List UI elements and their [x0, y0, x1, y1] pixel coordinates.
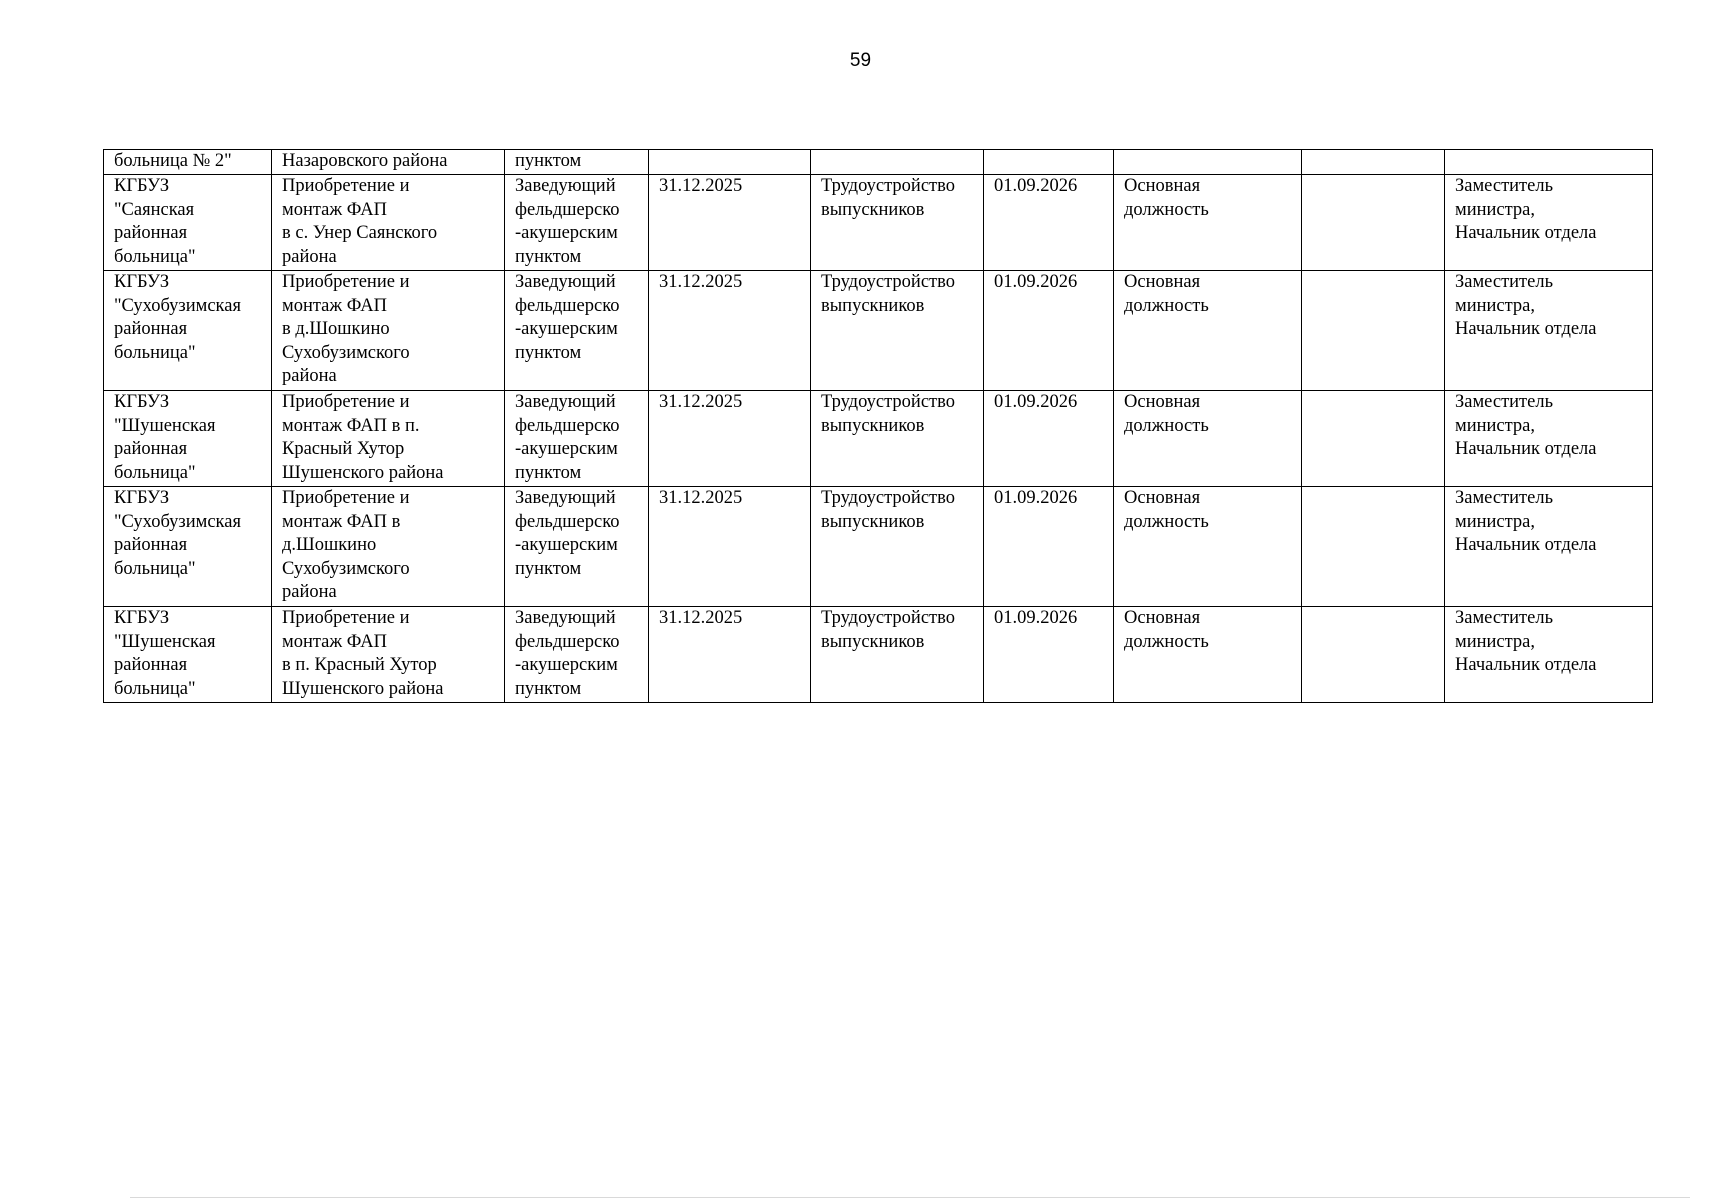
table-cell — [649, 271, 811, 391]
table-cell — [104, 607, 272, 703]
cell-text: Трудоустройство выпускников — [821, 608, 955, 652]
document-table — [103, 149, 1653, 703]
cell-text: КГБУЗ "Шушенская районная больница" — [114, 608, 216, 699]
table-cell — [272, 391, 505, 487]
cell-text: Основная должность — [1124, 272, 1209, 316]
table-cell — [1114, 607, 1302, 703]
table-row — [104, 175, 1653, 271]
cell-text: 01.09.2026 — [994, 272, 1078, 292]
table-cell — [272, 271, 505, 391]
cell-text: Основная должность — [1124, 608, 1209, 652]
table-cell — [649, 391, 811, 487]
table-cell — [1302, 607, 1445, 703]
table-cell — [1114, 271, 1302, 391]
cell-text: пунктом — [515, 151, 582, 171]
cell-text: Заведующий фельдшерско -акушерским пунктом — [515, 392, 620, 483]
cell-text: Приобретение и монтаж ФАП в п. Красный Хутор Шушенского района — [282, 608, 444, 699]
table-cell — [984, 487, 1114, 607]
table-cell — [811, 271, 984, 391]
table-row — [104, 487, 1653, 607]
cell-text: Основная должность — [1124, 176, 1209, 220]
table-cell — [272, 607, 505, 703]
table-cell — [984, 150, 1114, 175]
table-cell — [505, 175, 649, 271]
cell-text: Заведующий фельдшерско -акушерским пунктом — [515, 488, 620, 579]
table-cell — [1114, 175, 1302, 271]
table-row — [104, 271, 1653, 391]
cell-text: КГБУЗ "Сухобузимская районная больница" — [114, 488, 241, 579]
cell-text: Основная должность — [1124, 488, 1209, 532]
table-row-continuation — [104, 150, 1653, 175]
cell-text: Трудоустройство выпускников — [821, 176, 955, 220]
table-cell — [1445, 607, 1653, 703]
cell-text: 01.09.2026 — [994, 608, 1078, 628]
table-cell — [649, 150, 811, 175]
table-cell — [1302, 487, 1445, 607]
table-cell — [1114, 391, 1302, 487]
page-bottom-divider — [130, 1197, 1690, 1198]
cell-text: КГБУЗ "Саянская районная больница" — [114, 176, 196, 267]
cell-text: Основная должность — [1124, 392, 1209, 436]
table-cell — [811, 175, 984, 271]
cell-text: 01.09.2026 — [994, 488, 1078, 508]
page-number: 59 — [849, 50, 872, 71]
table-cell — [272, 150, 505, 175]
table-cell — [1445, 487, 1653, 607]
table-cell — [272, 175, 505, 271]
table-cell — [984, 607, 1114, 703]
cell-text: Заместитель министра, Начальник отдела — [1455, 392, 1597, 459]
table-cell — [104, 487, 272, 607]
table-cell — [1445, 391, 1653, 487]
table-cell — [272, 487, 505, 607]
cell-text: Заместитель министра, Начальник отдела — [1455, 608, 1597, 675]
table-cell — [505, 150, 649, 175]
table-cell — [811, 150, 984, 175]
table-cell — [1445, 175, 1653, 271]
table-cell — [984, 175, 1114, 271]
cell-text: Заместитель министра, Начальник отдела — [1455, 176, 1597, 243]
cell-text: Приобретение и монтаж ФАП в д.Шошкино Сухобузимского района — [282, 488, 410, 602]
table-cell — [811, 487, 984, 607]
cell-text: 31.12.2025 — [659, 608, 743, 628]
table-body — [104, 150, 1653, 703]
cell-text: 31.12.2025 — [659, 488, 743, 508]
table-cell — [104, 150, 272, 175]
cell-text: КГБУЗ "Шушенская районная больница" — [114, 392, 216, 483]
table-cell — [1302, 175, 1445, 271]
table-cell — [104, 271, 272, 391]
cell-text: Трудоустройство выпускников — [821, 488, 955, 532]
cell-text: больница № 2" — [114, 151, 232, 171]
table-cell — [1445, 150, 1653, 175]
cell-text: Приобретение и монтаж ФАП в д.Шошкино Сухобузимского района — [282, 272, 410, 386]
cell-text: Назаровского района — [282, 151, 448, 171]
cell-text: КГБУЗ "Сухобузимская районная больница" — [114, 272, 241, 363]
table-cell — [984, 391, 1114, 487]
table-cell — [505, 391, 649, 487]
table-cell — [104, 391, 272, 487]
table-row — [104, 607, 1653, 703]
cell-text: Трудоустройство выпускников — [821, 392, 955, 436]
table-cell — [505, 271, 649, 391]
table-cell — [649, 487, 811, 607]
cell-text: 01.09.2026 — [994, 392, 1078, 412]
table-cell — [984, 271, 1114, 391]
cell-text: 31.12.2025 — [659, 176, 743, 196]
cell-text: Заместитель министра, Начальник отдела — [1455, 272, 1597, 339]
table-cell — [104, 175, 272, 271]
table-cell — [649, 607, 811, 703]
cell-text: 01.09.2026 — [994, 176, 1078, 196]
cell-text: 31.12.2025 — [659, 272, 743, 292]
table-cell — [505, 487, 649, 607]
cell-text: Трудоустройство выпускников — [821, 272, 955, 316]
cell-text: Заведующий фельдшерско -акушерским пунктом — [515, 272, 620, 363]
table-cell — [1445, 271, 1653, 391]
table-cell — [1302, 271, 1445, 391]
cell-text: Заместитель министра, Начальник отдела — [1455, 488, 1597, 555]
table-cell — [1302, 150, 1445, 175]
cell-text: Приобретение и монтаж ФАП в с. Унер Саянского района — [282, 176, 438, 267]
table-cell — [811, 607, 984, 703]
table-cell — [1302, 391, 1445, 487]
cell-text: Заведующий фельдшерско -акушерским пунктом — [515, 176, 620, 267]
cell-text: 31.12.2025 — [659, 392, 743, 412]
table-cell — [1114, 150, 1302, 175]
cell-text: Приобретение и монтаж ФАП в п. Красный Хутор Шушенского района — [282, 392, 444, 483]
table-cell — [649, 175, 811, 271]
table-cell — [811, 391, 984, 487]
table-cell — [505, 607, 649, 703]
cell-text: Заведующий фельдшерско -акушерским пунктом — [515, 608, 620, 699]
table-row — [104, 391, 1653, 487]
table-cell — [1114, 487, 1302, 607]
